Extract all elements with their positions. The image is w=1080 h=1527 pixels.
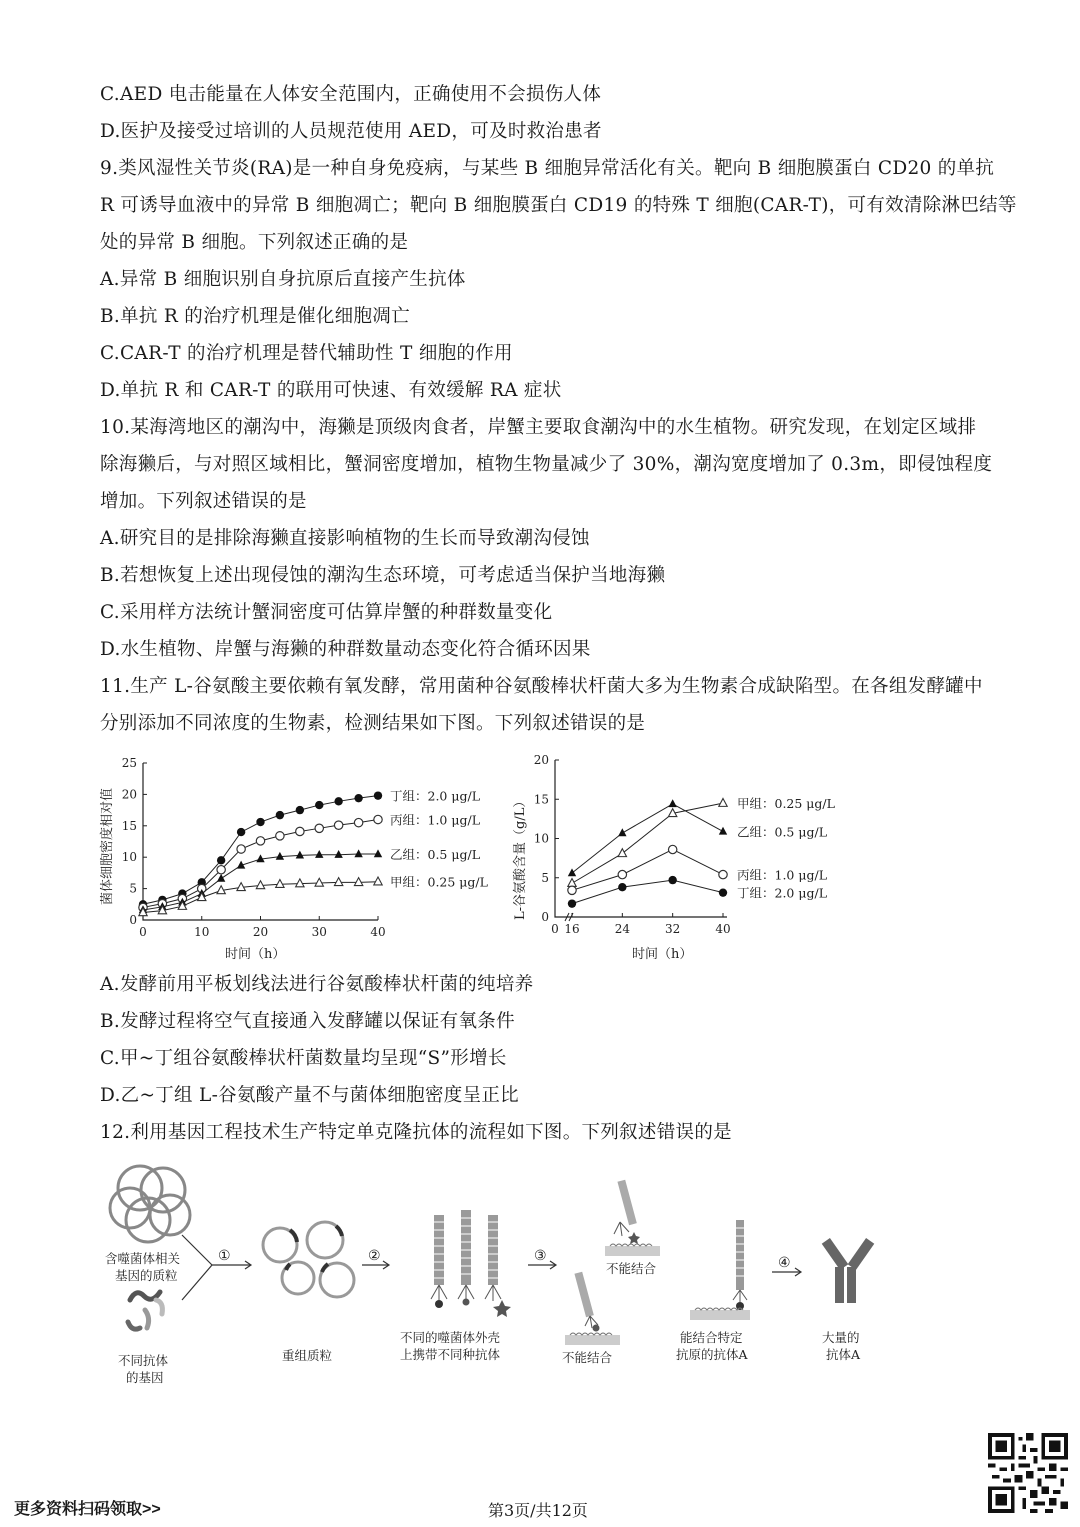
data-point [315,850,323,858]
option-line: D.水生植物、岸蟹与海獭的种群数量动态变化符合循环因果 [100,639,591,660]
page-number: 第3页/共12页 [488,1501,588,1520]
option-line: C.采用样方法统计蟹洞密度可估算岸蟹的种群数量变化 [100,602,553,623]
cannot-bind-top-label: 不能结合 [606,1261,657,1276]
x-tick-label: 20 [252,925,269,939]
text-line: 处的异常 B 细胞。下列叙述正确的是 [100,232,409,253]
legend-label: 乙组：0.5 μg/L [737,824,827,840]
series-line [572,804,723,873]
data-point [296,806,304,814]
x-tick-label: 30 [311,925,327,939]
data-point [719,870,727,878]
legend-label: 甲组：0.25 μg/L [390,874,488,890]
data-point [256,837,264,845]
option-line: C.CAR-T 的治疗机理是替代辅助性 T 细胞的作用 [100,343,513,364]
data-point [237,845,245,853]
antibody-icon [822,1238,875,1303]
data-point [668,845,676,853]
legend-label: 乙组：0.5 μg/L [390,847,480,863]
plasmid-cluster [110,1166,190,1242]
y-tick-label: 20 [121,787,137,802]
data-point [276,880,284,888]
text-line: 除海獭后，与对照区域相比，蟹洞密度增加，植物生物量减少了 30%，潮沟宽度增加了 0.3m，即侵蚀程度 [100,454,993,475]
data-point [374,815,382,823]
data-point [668,876,676,884]
data-point [256,881,264,889]
cell-density-chart [95,750,515,965]
text-line: R 可诱导血液中的异常 B 细胞凋亡；靶向 B 细胞膜蛋白 CD19 的特殊 T 细胞(CAR-T)，可有效清除淋巴结等 [100,195,1017,216]
x-axis-label: 时间（h） [225,947,286,962]
data-point [276,832,284,840]
y-tick-label: 0 [129,913,137,927]
data-point [315,878,323,886]
y-tick-label: 20 [533,753,549,767]
mass-antibody-label: 大量的 [822,1330,860,1345]
y-tick-label: 5 [541,870,549,885]
x-tick-label: 24 [614,922,630,936]
y-tick-label: 10 [533,831,549,846]
question-9-line: 9.类风湿性关节炎(RA)是一种自身免疫病，与某些 B 细胞异常活化有关。靶向 B 细胞膜蛋白 CD20 的单抗 [100,158,995,179]
x-tick-label: 0 [551,922,559,936]
data-point [354,878,362,886]
option-line: D.乙~丁组 L-谷氨酸产量不与菌体细胞密度呈正比 [100,1085,519,1106]
merge-bracket [182,1235,251,1300]
glutamate-content-chart [510,750,870,965]
data-point [256,818,264,826]
data-point [334,850,342,858]
antibody-gene-icon [128,1292,162,1329]
data-point [315,824,323,832]
x-axis-label: 时间（h） [632,947,693,962]
data-point [334,797,342,805]
data-point [276,852,284,860]
legend-label: 甲组：0.25 μg/L [737,796,835,812]
x-tick-label: 40 [715,922,731,936]
x-tick-label: 0 [139,925,147,939]
data-point [719,827,727,835]
text-line: 分别添加不同浓度的生物素，检测结果如下图。下列叙述错误的是 [100,713,646,734]
data-point [568,899,576,907]
data-point [374,791,382,799]
y-tick-label: 5 [129,881,137,896]
text-line: D.医护及接受过培训的人员规范使用 AED，可及时救治患者 [100,121,602,142]
data-point [719,798,727,806]
series-line [572,803,723,883]
data-point [568,868,576,876]
data-point [296,827,304,835]
option-line: C.甲~丁组谷氨酸棒状杆菌数量均呈现“S”形增长 [100,1048,507,1069]
y-tick-label: 25 [121,756,137,770]
can-bind-icon [690,1220,750,1320]
mass-antibody-label: 抗体A [826,1347,861,1362]
y-tick-label: 15 [121,818,137,833]
question-12-line: 12.利用基因工程技术生产特定单克隆抗体的流程如下图。下列叙述错误的是 [100,1122,732,1143]
phage-label: 上携带不同种抗体 [400,1347,501,1362]
option-line: B.单抗 R 的治疗机理是催化细胞凋亡 [100,306,410,327]
data-point [668,799,676,807]
antibody-gene-label: 不同抗体 [118,1353,169,1368]
data-point [354,818,362,826]
y-axis-label: 菌体细胞密度相对值 [100,787,115,905]
antibody-gene-label: 的基因 [126,1370,164,1385]
option-line: B.若想恢复上述出现侵蚀的潮沟生态环境，可考虑适当保护当地海獭 [100,565,666,586]
data-point [334,821,342,829]
data-point [618,849,626,857]
option-line: A.异常 B 细胞识别自身抗原后直接产生抗体 [100,269,466,290]
legend-label: 丙组：1.0 μg/L [390,812,480,828]
legend-label: 丁组：2.0 μg/L [737,885,827,901]
text-line: 增加。下列叙述错误的是 [100,491,307,512]
can-bind-label: 能结合特定 [680,1330,743,1345]
step-4: ④ [778,1255,791,1271]
question-11-line: 11.生产 L-谷氨酸主要依赖有氧发酵，常用菌种谷氨酸棒状杆菌大多为生物素合成缺陷型。在各组发酵罐中 [100,676,983,697]
data-point [296,851,304,859]
data-point [568,879,576,887]
qr-code[interactable] [988,1433,1068,1513]
data-point [217,856,225,864]
legend-label: 丁组：2.0 μg/L [390,788,480,804]
data-point [618,870,626,878]
cannot-bind-bottom-icon [565,1272,620,1345]
y-axis-label: L-谷氨酸含量（g/L） [513,794,528,920]
cannot-bind-top-icon [605,1180,660,1256]
x-tick-label: 32 [665,922,681,936]
step-3: ③ [534,1248,547,1264]
phage-label: 不同的噬菌体外壳 [400,1330,501,1345]
x-tick-label: 16 [564,922,580,936]
data-point [354,794,362,802]
question-10-line: 10.某海湾地区的潮沟中，海獭是顶级肉食者，岸蟹主要取食潮沟中的水生植物。研究发现，在划定区域排 [100,417,977,438]
data-point [719,888,727,896]
cannot-bind-bottom-label: 不能结合 [562,1350,613,1365]
data-point [354,849,362,857]
option-line: A.发酵前用平板划线法进行谷氨酸棒状杆菌的纯培养 [100,974,534,995]
y-tick-label: 0 [541,910,549,924]
data-point [374,877,382,885]
plasmid-label: 含噬菌体相关 [105,1251,181,1266]
data-point [618,828,626,836]
legend-label: 丙组：1.0 μg/L [737,867,827,883]
y-tick-label: 10 [121,850,137,865]
option-line: A.研究目的是排除海獭直接影响植物的生长而导致潮沟侵蚀 [100,528,590,549]
option-line: B.发酵过程将空气直接通入发酵罐以保证有氧条件 [100,1011,515,1032]
data-point [568,886,576,894]
step-2: ② [368,1248,381,1264]
text-line: C.AED 电击能量在人体安全范围内，正确使用不会损伤人体 [100,84,602,105]
phage-group [431,1210,511,1317]
step-1: ① [218,1248,231,1264]
recombinant-label: 重组质粒 [282,1348,333,1363]
data-point [374,849,382,857]
y-tick-label: 15 [533,792,549,807]
footer-scan-prompt: 更多资料扫码领取>> [14,1501,161,1518]
can-bind-label: 抗原的抗体A [676,1347,748,1362]
plasmid-label: 基因的质粒 [115,1268,178,1283]
antibody-flow-diagram [100,1160,900,1400]
x-tick-label: 10 [194,925,210,939]
data-point [618,883,626,891]
data-point [217,866,225,874]
data-point [315,801,323,809]
option-line: D.单抗 R 和 CAR-T 的联用可快速、有效缓解 RA 症状 [100,380,562,401]
data-point [217,874,225,882]
data-point [296,879,304,887]
data-point [334,878,342,886]
x-tick-label: 40 [370,925,386,939]
data-point [276,811,284,819]
data-point [237,828,245,836]
